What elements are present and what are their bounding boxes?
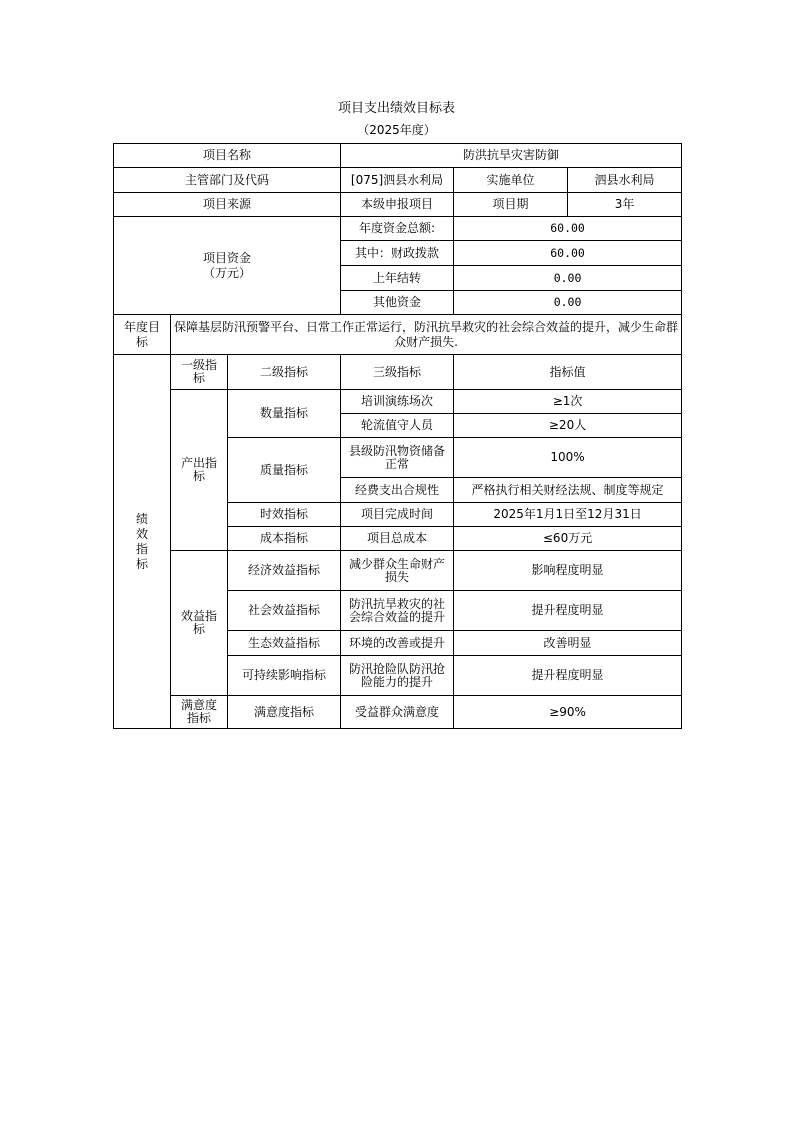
level3-cell: 经费支出合规性 bbox=[341, 478, 454, 503]
header-level3: 三级指标 bbox=[341, 355, 454, 390]
impl-value: 泗县水利局 bbox=[568, 168, 682, 193]
dept-label: 主管部门及代码 bbox=[114, 168, 341, 193]
level3-cell: 培训演练场次 bbox=[341, 390, 454, 414]
period-value: 3年 bbox=[568, 193, 682, 217]
level2-cell: 经济效益指标 bbox=[228, 551, 341, 591]
value-cell: 提升程度明显 bbox=[454, 656, 682, 696]
value-cell: 提升程度明显 bbox=[454, 591, 682, 631]
level2-cell: 可持续影响指标 bbox=[228, 656, 341, 696]
table-row bbox=[114, 696, 682, 729]
value-cell: 2025年1月1日至12月31日 bbox=[454, 503, 682, 527]
benefit-indicator-label: 效益指标 bbox=[171, 551, 228, 696]
header-value: 指标值 bbox=[454, 355, 682, 390]
satisfaction-indicator-label: 满意度指标 bbox=[171, 696, 228, 729]
year-label: （2025年度） bbox=[357, 123, 436, 137]
quantity-indicator-label: 数量指标 bbox=[228, 390, 341, 438]
level3-cell: 防汛抗旱救灾的社会综合效益的提升 bbox=[341, 591, 454, 631]
value-cell: ≥1次 bbox=[454, 390, 682, 414]
row-funds-total bbox=[114, 217, 682, 241]
value-cell: ≥20人 bbox=[454, 414, 682, 438]
level3-cell: 项目完成时间 bbox=[341, 503, 454, 527]
level3-cell: 防汛抢险队防汛抢险能力的提升 bbox=[341, 656, 454, 696]
quality-indicator-label: 质量指标 bbox=[228, 438, 341, 503]
funds-row-label: 其中：财政拨款 bbox=[341, 241, 454, 266]
level3-cell: 县级防汛物资储备正常 bbox=[341, 438, 454, 478]
level2-cell: 社会效益指标 bbox=[228, 591, 341, 631]
goal-label: 年度目标 bbox=[114, 315, 171, 355]
funds-row-label: 上年结转 bbox=[341, 266, 454, 291]
level3-cell: 项目总成本 bbox=[341, 527, 454, 551]
level3-cell: 受益群众满意度 bbox=[341, 696, 454, 729]
row-goal bbox=[114, 315, 682, 355]
funds-label: 项目资金 （万元） bbox=[114, 217, 341, 315]
project-name-label: 项目名称 bbox=[114, 144, 341, 168]
value-cell: ≥90% bbox=[454, 696, 682, 729]
funds-row-label: 年度资金总额: bbox=[341, 217, 454, 241]
level3-cell: 减少群众生命财产损失 bbox=[341, 551, 454, 591]
value-cell: 100% bbox=[454, 438, 682, 478]
row-source bbox=[114, 193, 682, 217]
header-level1: 一级指标 bbox=[171, 355, 228, 390]
value-cell: 严格执行相关财经法规、制度等规定 bbox=[454, 478, 682, 503]
value-cell: 改善明显 bbox=[454, 631, 682, 656]
funds-row-value: 0.00 bbox=[454, 266, 682, 291]
funds-row-label: 其他资金 bbox=[341, 291, 454, 315]
source-value: 本级申报项目 bbox=[341, 193, 454, 217]
row-dept bbox=[114, 168, 682, 193]
goal-text: 保障基层防汛预警平台、日常工作正常运行，防汛抗旱救灾的社会综合效益的提升，减少生命群众财产损失. bbox=[171, 315, 682, 355]
period-label: 项目期 bbox=[454, 193, 568, 217]
funds-row-value: 0.00 bbox=[454, 291, 682, 315]
level2-cell: 满意度指标 bbox=[228, 696, 341, 729]
row-indicator-header bbox=[114, 355, 682, 390]
level2-cell: 生态效益指标 bbox=[228, 631, 341, 656]
value-cell: ≤60万元 bbox=[454, 527, 682, 551]
time-indicator-label: 时效指标 bbox=[228, 503, 341, 527]
table-row bbox=[114, 551, 682, 591]
level3-cell: 环境的改善或提升 bbox=[341, 631, 454, 656]
table-row bbox=[114, 390, 682, 414]
performance-table bbox=[113, 143, 682, 729]
dept-value: [075]泗县水利局 bbox=[341, 168, 454, 193]
impl-label: 实施单位 bbox=[454, 168, 568, 193]
output-indicator-label: 产出指标 bbox=[171, 390, 228, 551]
value-cell: 影响程度明显 bbox=[454, 551, 682, 591]
funds-row-value: 60.00 bbox=[454, 241, 682, 266]
level3-cell: 轮流值守人员 bbox=[341, 414, 454, 438]
row-project-name bbox=[114, 144, 682, 168]
source-label: 项目来源 bbox=[114, 193, 341, 217]
cost-indicator-label: 成本指标 bbox=[228, 527, 341, 551]
header-level2: 二级指标 bbox=[228, 355, 341, 390]
page-title: 项目支出绩效目标表 bbox=[337, 101, 455, 116]
indicators-section-label: 绩效指标 bbox=[114, 355, 171, 729]
funds-row-value: 60.00 bbox=[454, 217, 682, 241]
project-name: 防洪抗旱灾害防御 bbox=[341, 144, 682, 168]
